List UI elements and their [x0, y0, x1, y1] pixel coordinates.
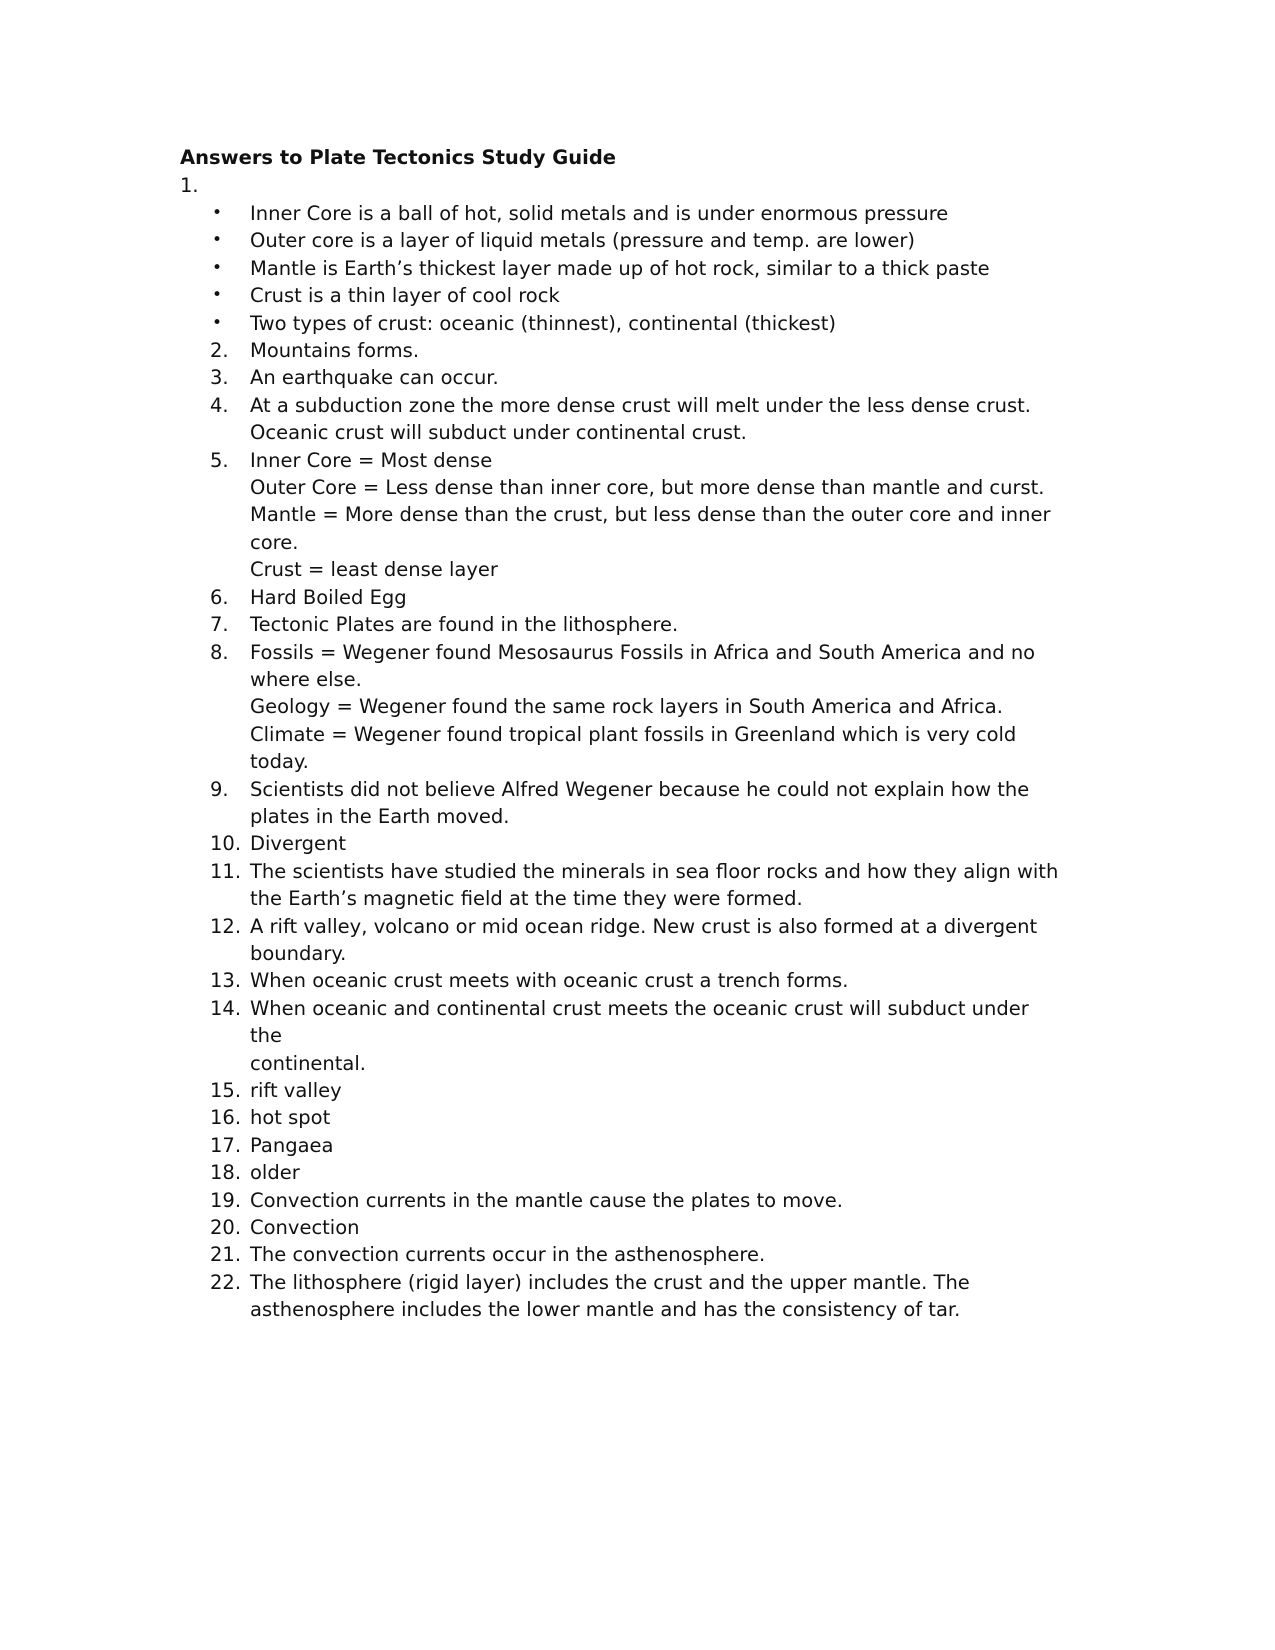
answer-number: 7.	[210, 613, 229, 637]
bullet-marker: •	[212, 203, 223, 223]
answer-number: 16.	[210, 1106, 242, 1130]
answer-line: Convection currents in the mantle cause the plates to move.	[250, 1188, 843, 1212]
answer-item	[210, 584, 1060, 611]
answer-line: core.	[250, 530, 299, 554]
answer-item	[210, 1214, 1060, 1241]
answer-item	[210, 364, 1060, 391]
answer-number-1: 1.	[180, 174, 199, 197]
answer-line: The convection currents occur in the asthenosphere.	[250, 1243, 766, 1267]
answer-number: 9.	[210, 777, 229, 801]
answer-number: 22.	[210, 1270, 242, 1294]
answer-item	[210, 447, 1060, 584]
answer-line: At a subduction zone the more dense crust will melt under the less dense crust.	[250, 393, 1031, 417]
answer-item	[210, 858, 1060, 913]
answer-number: 11.	[210, 859, 242, 883]
answer-line: Climate = Wegener found tropical plant fossils in Greenland which is very cold today.	[250, 722, 1017, 774]
answer-line: Geology = Wegener found the same rock layers in South America and Africa.	[250, 695, 1003, 719]
answer-line: rift valley	[250, 1079, 342, 1102]
answer-line: When oceanic and continental crust meets the oceanic crust will subduct under the	[250, 996, 1029, 1048]
answer-number: 14.	[210, 996, 242, 1020]
answer-item	[210, 1241, 1060, 1268]
answer-line: Crust = least dense layer	[250, 558, 498, 582]
answer-line: Convection	[250, 1216, 360, 1240]
answer-line: the Earth’s magnetic field at the time they were formed.	[250, 887, 803, 911]
answer-number: 18.	[210, 1161, 242, 1185]
answer-line: continental.	[250, 1051, 367, 1075]
bullet-marker: •	[212, 285, 223, 306]
answer-number: 6.	[210, 585, 229, 609]
answer-line: older	[250, 1161, 300, 1185]
answer-number: 13.	[210, 969, 242, 993]
answer-item	[210, 639, 1060, 776]
answer-number: 10.	[210, 832, 242, 856]
answer-number: 4.	[210, 393, 229, 417]
bullet-item	[210, 310, 1060, 337]
answer-number: 3.	[210, 366, 229, 390]
answer-number: 12.	[210, 914, 242, 938]
answer-item	[210, 611, 1060, 638]
answer-line: Mantle = More dense than the crust, but less dense than the outer core and inner	[250, 503, 1051, 527]
answer-item	[210, 967, 1060, 994]
answer-line: Divergent	[250, 832, 347, 856]
answer-line: plates in the Earth moved.	[250, 804, 510, 828]
answer-line: where else.	[250, 667, 362, 691]
answer-line: Mountains forms.	[250, 339, 420, 363]
answer-line: Pangaea	[250, 1133, 334, 1157]
answer-item	[210, 1187, 1060, 1214]
answer-line: An earthquake can occur.	[250, 366, 499, 390]
answer-item	[210, 1159, 1060, 1186]
answer-list	[210, 200, 1060, 1324]
answer-item	[210, 1104, 1060, 1131]
bullet-text: Mantle is Earth’s thickest layer made up of hot rock, similar to a thick paste	[250, 256, 990, 280]
answer-line: When oceanic crust meets with oceanic crust a trench forms.	[250, 969, 849, 993]
answer-line: The lithosphere (rigid layer) includes the crust and the upper mantle. The	[250, 1270, 970, 1294]
bullet-marker: •	[212, 312, 223, 333]
answer-number: 5.	[210, 448, 229, 472]
bullet-item	[210, 200, 1060, 227]
answer-item	[210, 392, 1060, 447]
bullet-item	[210, 255, 1060, 282]
answer-line: The scientists have studied the minerals in sea floor rocks and how they align with	[250, 859, 1059, 883]
answer-number: 8.	[210, 640, 229, 664]
answer-item	[210, 1077, 1060, 1104]
answer-number: 20.	[210, 1216, 242, 1240]
answer-line: Outer Core = Less dense than inner core, but more dense than mantle and curst.	[250, 476, 1045, 500]
answer-number: 21.	[210, 1243, 242, 1267]
answer-item	[210, 776, 1060, 831]
answer-line: asthenosphere includes the lower mantle and has the consistency of tar.	[250, 1298, 961, 1322]
answer-number: 2.	[210, 339, 229, 363]
answer-line: boundary.	[250, 941, 347, 965]
answer-item	[210, 830, 1060, 857]
bullet-text: Inner Core is a ball of hot, solid metals and is under enormous pressure	[250, 202, 949, 225]
answer-item	[210, 1269, 1060, 1324]
answer-number: 19.	[210, 1188, 242, 1212]
answer-line: Oceanic crust will subduct under continental crust.	[250, 421, 747, 445]
bullet-item	[210, 282, 1060, 309]
bullet-marker: •	[212, 230, 223, 251]
answer-line: Inner Core = Most dense	[250, 448, 493, 472]
answer-line: Fossils = Wegener found Mesosaurus Fossils in Africa and South America and no	[250, 640, 1036, 664]
bullet-text: Crust is a thin layer of cool rock	[250, 284, 560, 308]
answer-line: Tectonic Plates are found in the lithosphere.	[250, 613, 679, 637]
answer-item	[210, 995, 1060, 1077]
answer-item	[210, 1132, 1060, 1159]
answer-line: hot spot	[250, 1106, 331, 1130]
bullet-marker: •	[212, 257, 223, 278]
answer-item	[210, 913, 1060, 968]
answer-item	[210, 337, 1060, 364]
answer-line: Hard Boiled Egg	[250, 585, 407, 609]
answer-line: Scientists did not believe Alfred Wegener because he could not explain how the	[250, 777, 1030, 801]
answer-line: A rift valley, volcano or mid ocean ridge. New crust is also formed at a divergent	[250, 914, 1038, 938]
bullet-text: Outer core is a layer of liquid metals (pressure and temp. are lower)	[250, 229, 915, 253]
answer-number: 17.	[210, 1133, 242, 1157]
bullet-item	[210, 227, 1060, 254]
document-title: Answers to Plate Tectonics Study Guide	[180, 146, 617, 169]
answer-number: 15.	[210, 1079, 242, 1102]
bullet-text: Two types of crust: oceanic (thinnest), continental (thickest)	[250, 311, 836, 335]
